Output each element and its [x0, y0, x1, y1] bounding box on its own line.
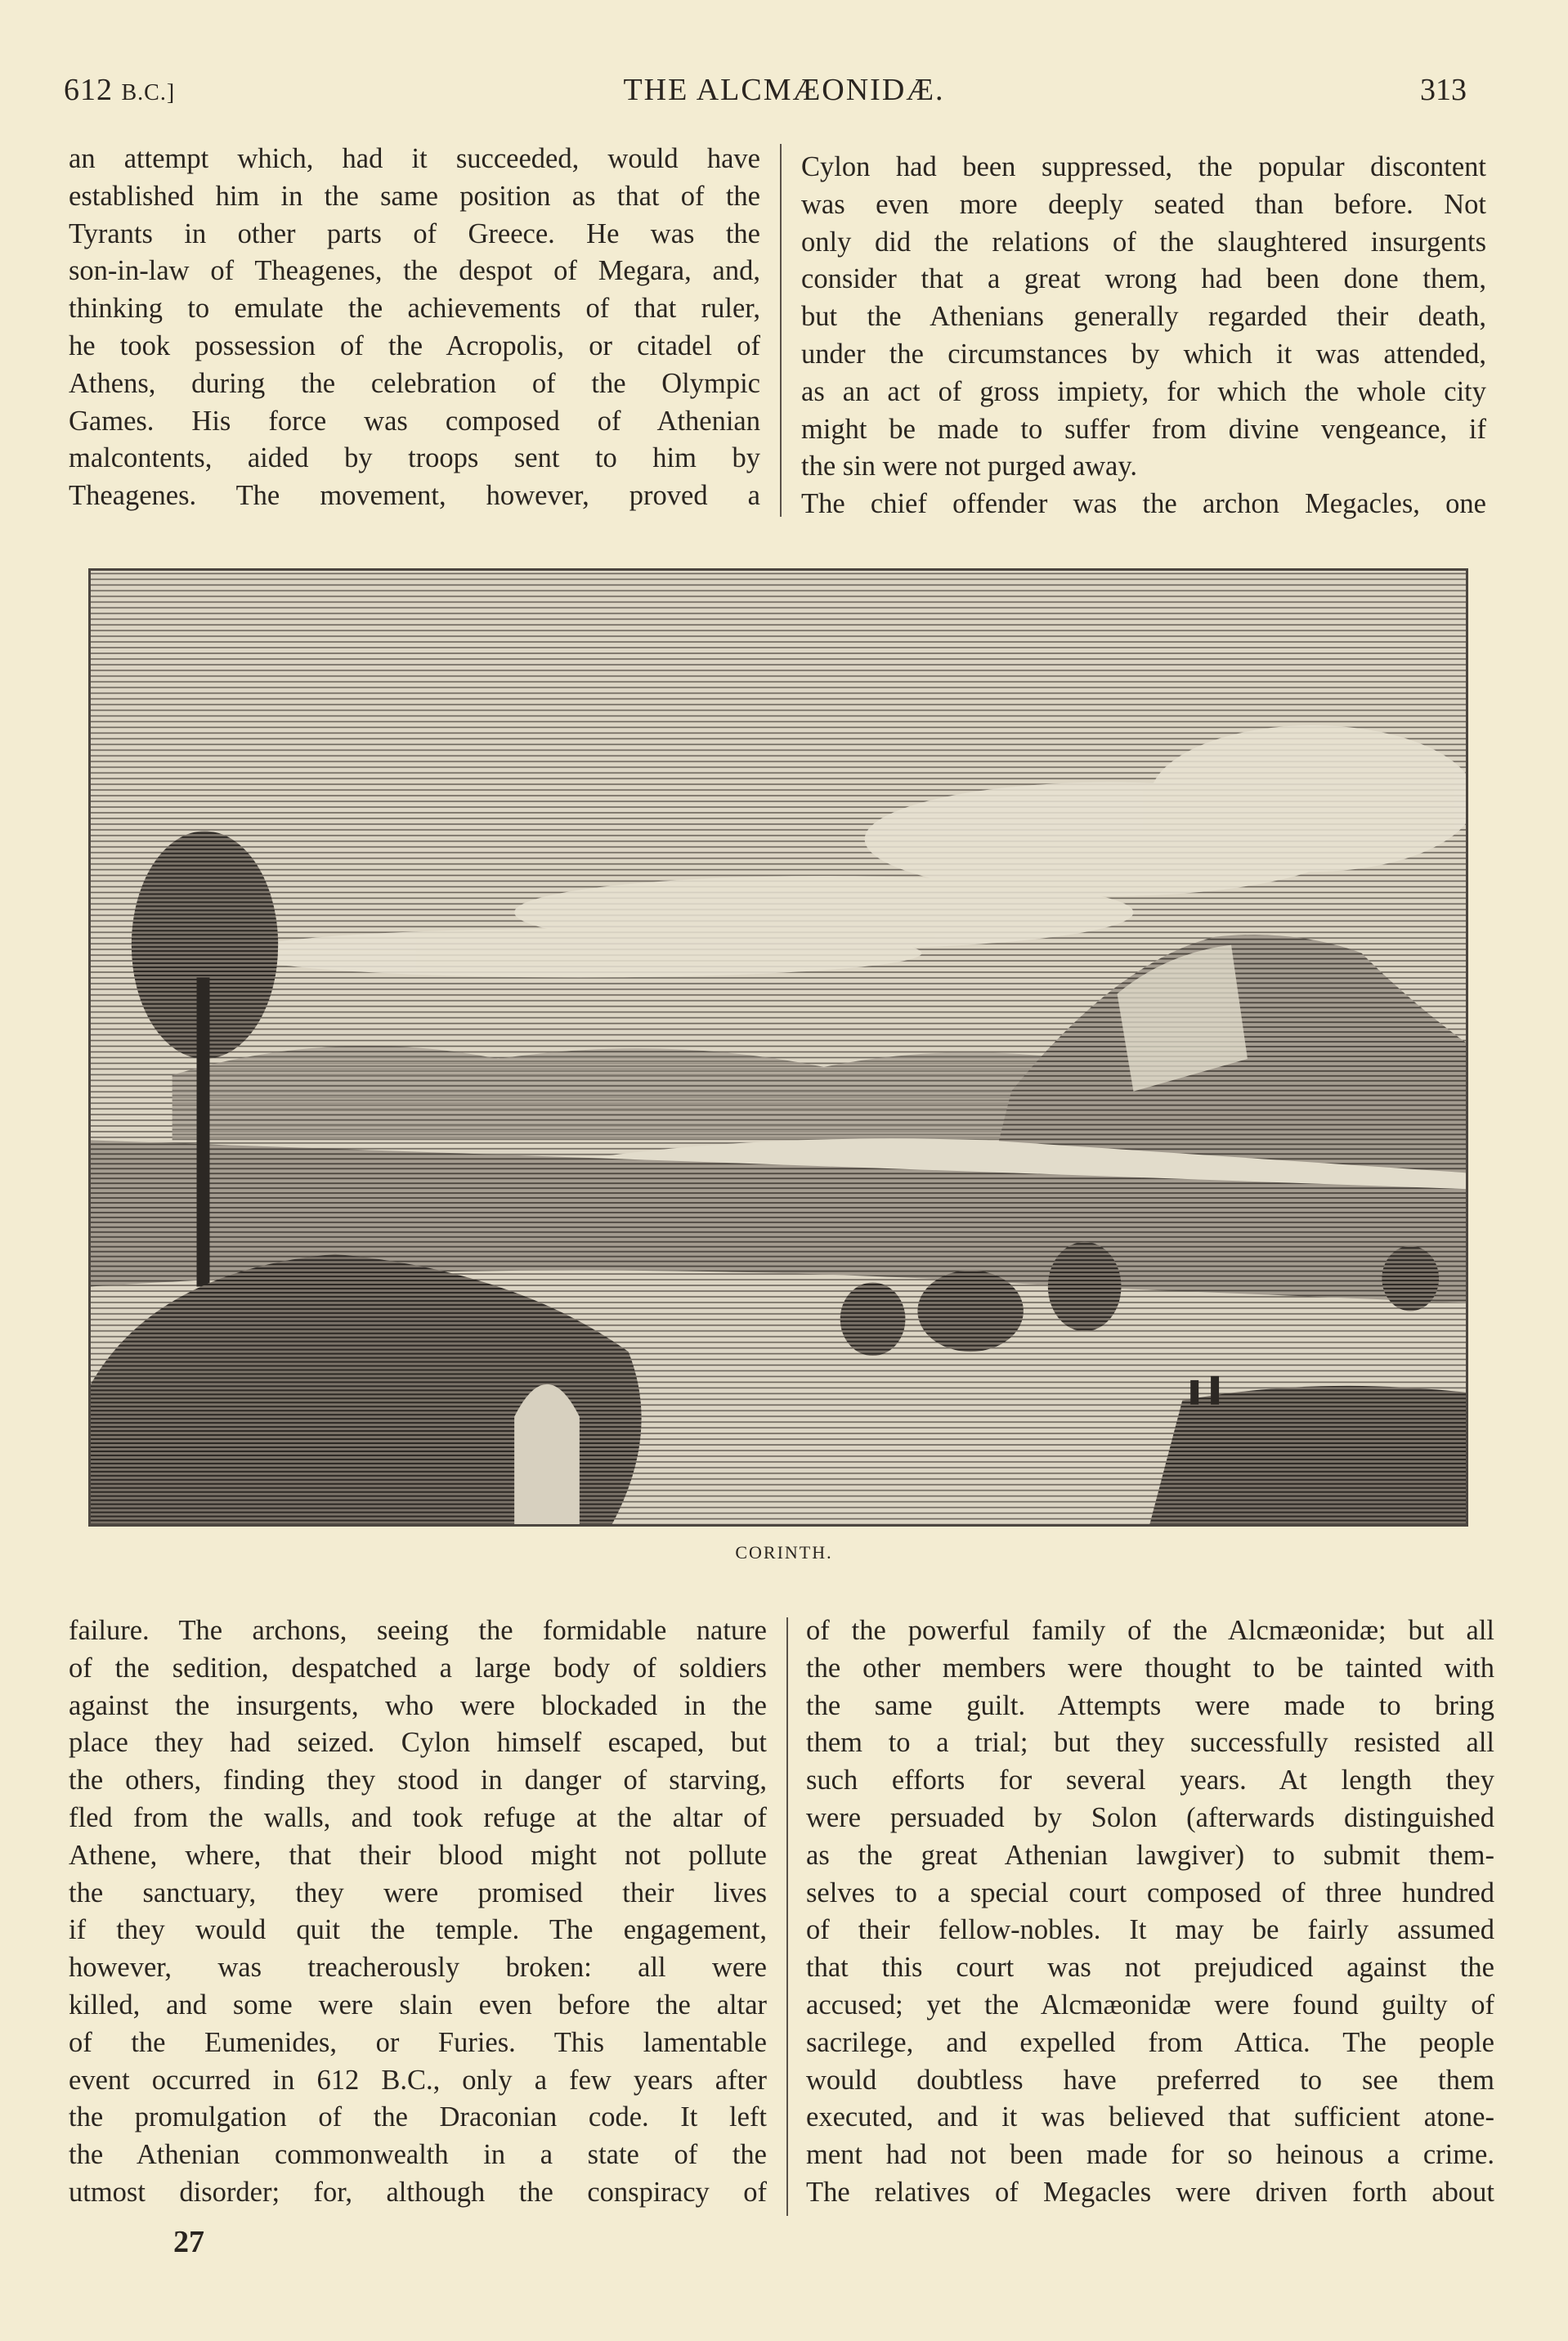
text-line: the other members were thought to be tainted with	[806, 1652, 1494, 1684]
text-line: against the insurgents, who were blockaded in the	[69, 1689, 767, 1721]
bottom-left-column	[69, 1612, 767, 2212]
text-line: son-in-law of Theagenes, the despot of Megara, and,	[69, 255, 760, 287]
text-line: might be made to suffer from divine vengeance, if	[801, 413, 1486, 445]
text-line: consider that a great wrong had been done them,	[801, 263, 1486, 295]
text-line: killed, and some were slain even before the altar	[69, 1989, 767, 2020]
text-line: thinking to emulate the achievements of that ruler,	[69, 293, 760, 325]
text-line: the promulgation of the Draconian code. It left	[69, 2101, 767, 2133]
landscape-illustration	[91, 571, 1466, 1524]
text-line: would doubtless have preferred to see them	[806, 2064, 1494, 2096]
text-line: executed, and it was believed that sufficient atone-	[806, 2101, 1494, 2133]
running-header	[0, 72, 1568, 113]
foreground-rocks	[1149, 1386, 1466, 1524]
text-line: that this court was not prejudiced against the	[806, 1952, 1494, 1984]
text-line: but the Athenians generally regarded their death,	[801, 301, 1486, 333]
corinth-engraving	[88, 568, 1468, 1527]
text-line: of the sedition, despatched a large body of soldiers	[69, 1652, 767, 1684]
page-number: 313	[1420, 73, 1467, 107]
figure-caption: CORINTH.	[735, 1542, 833, 1563]
text-line: Games. His force was composed of Athenian	[69, 405, 760, 437]
text-line: Athene, where, that their blood might not pollute	[69, 1839, 767, 1871]
text-line: only did the relations of the slaughtered insurgents	[801, 226, 1486, 258]
text-line: The relatives of Megacles were driven forth about	[806, 2176, 1494, 2208]
bottom-right-column	[806, 1612, 1494, 2212]
text-line: as an act of gross impiety, for which the whole city	[801, 375, 1486, 407]
text-line: sacrilege, and expelled from Attica. The people	[806, 2026, 1494, 2058]
text-line: of their fellow-nobles. It may be fairly assumed	[806, 1914, 1494, 1946]
text-line: the same guilt. Attempts were made to bring	[806, 1689, 1494, 1721]
arch-opening	[514, 1384, 580, 1524]
text-line: however, was treacherously broken: all were	[69, 1952, 767, 1984]
text-line: Tyrants in other parts of Greece. He was the	[69, 218, 760, 249]
text-line: the others, finding they stood in danger of starving,	[69, 1765, 767, 1796]
text-line: The chief offender was the archon Megacles, one	[801, 488, 1486, 520]
signature-mark: 27	[173, 2225, 204, 2259]
text-line: them to a trial; but they successfully resisted all	[806, 1727, 1494, 1759]
header-title: THE ALCMÆONIDÆ.	[623, 73, 945, 107]
text-line: established him in the same position as that of the	[69, 180, 760, 212]
text-line: fled from the walls, and took refuge at the altar of	[69, 1801, 767, 1833]
text-line: under the circumstances by which it was attended,	[801, 338, 1486, 370]
text-line: of the Eumenides, or Furies. This lamentable	[69, 2026, 767, 2058]
text-line: utmost disorder; for, although the conspiracy of	[69, 2176, 767, 2208]
text-line: Cylon had been suppressed, the popular discontent	[801, 151, 1486, 182]
text-line: malcontents, aided by troops sent to him by	[69, 442, 760, 474]
text-line: event occurred in 612 B.C., only a few years after	[69, 2064, 767, 2096]
text-line: place they had seized. Cylon himself escaped, but	[69, 1727, 767, 1759]
text-line: was even more deeply seated than before. Not	[801, 188, 1486, 220]
text-line: an attempt which, had it succeeded, would have	[69, 143, 760, 174]
text-line: Theagenes. The movement, however, proved a	[69, 480, 760, 512]
text-line: the Athenian commonwealth in a state of the	[69, 2139, 767, 2171]
text-line: of the powerful family of the Alcmæonidæ; but all	[806, 1615, 1494, 1646]
text-line: the sanctuary, they were promised their lives	[69, 1877, 767, 1908]
text-line: the sin were not purged away.	[801, 451, 1138, 482]
top-left-column	[69, 141, 760, 515]
top-right-column	[801, 149, 1486, 523]
text-line: were persuaded by Solon (afterwards distinguished	[806, 1801, 1494, 1833]
header-date: 612 B.C.]	[64, 73, 176, 107]
column-rule-top	[780, 144, 782, 517]
text-line: Athens, during the celebration of the Olympic	[69, 367, 760, 399]
text-line: selves to a special court composed of three hundred	[806, 1877, 1494, 1908]
text-line: failure. The archons, seeing the formidable nature	[69, 1615, 767, 1646]
text-line: ment had not been made for so heinous a crime.	[806, 2139, 1494, 2171]
text-line: he took possession of the Acropolis, or citadel of	[69, 330, 760, 361]
text-line: if they would quit the temple. The engagement,	[69, 1914, 767, 1946]
column-rule-bottom	[786, 1617, 788, 2216]
text-line: such efforts for several years. At length they	[806, 1765, 1494, 1796]
text-line: as the great Athenian lawgiver) to submit them-	[806, 1839, 1494, 1871]
text-line: accused; yet the Alcmæonidæ were found guilty of	[806, 1989, 1494, 2020]
